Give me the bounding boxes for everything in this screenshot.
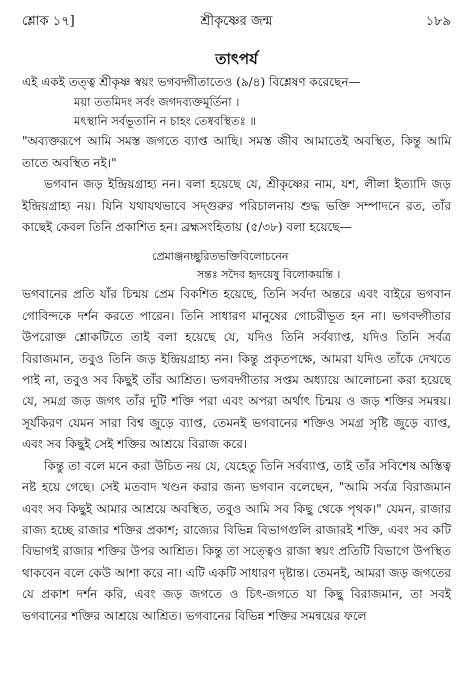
chapter-title: শ্রীকৃষ্ণের জন্ম — [200, 14, 273, 29]
page-number: ১৮৯ — [425, 14, 451, 29]
section-heading: তাৎপর্য — [215, 50, 258, 68]
brahma-samhita-verse — [22, 248, 451, 284]
verse-line: ময়া ততমিদং সর্বং জগদব্যক্তমূর্তিনা । — [74, 95, 240, 110]
page-body — [22, 72, 451, 627]
gita-verse — [22, 93, 451, 131]
verse-line: মৎস্থানি সর্বভূতানি ন চাহং তেষ্ববস্থিতঃ ॥ — [74, 114, 256, 129]
verse-translation: "অব্যক্তরূপে আমি সমস্ত জগতে ব্যাপ্ত আছি। সমস্ত জীব আমাতেই অবস্থিত, কিন্তু আমি তাতে অবস্থিত নই।" — [22, 134, 451, 170]
verse-reference: শ্লোক ১৭] — [22, 14, 75, 29]
verse-line: সন্তঃ সদৈব হৃদয়েষু বিলোকয়ন্তি । — [197, 268, 341, 282]
intro-line: এই একই তত্ত্ব শ্রীকৃষ্ণ স্বয়ং ভগবদ্গীতাতেও (৯/৪) বিশ্লেষণ করেছেন— — [22, 75, 361, 89]
paragraph: ভগবানের প্রতি যাঁর চিন্ময় প্রেম বিকশিত হয়েছে, তিনি সর্বদা অন্তরে এবং বাইরে ভগবান গোবিন্দকে দর্শন করতে পারেন। তিনি সাধারণ মানুষের গোচরীভূত হন না। ভগবদ্গীতার উপরোক্ত শ্লোকটিতে তাই বলা হয়েছে যে, যদিও তিনি সর্বব্যাপ্ত, যদিও তিনি সর্বত্র বিরাজমান, তবুও তিনি জড় ইন্দ্রিয়গ্রাহ্য নন। কিন্তু প্রকৃতপক্ষে, আমরা যদিও তাঁকে দেখতে পাই না, তবুও সব কিছুই তাঁর আশ্রিত। ভগবদ্গীতার সপ্তম অধ্যায়ে আলোচনা করা হয়েছে যে, সমগ্র জড় জগৎ তাঁর দুটি শক্তি পরা এবং অপরা অর্থাৎ চিন্ময় ও জড় শক্তির সমন্বয়। সূর্যকিরণ যেমন সারা বিশ্ব জুড়ে ব্যাপ্ত, তেমনই ভগবানের শক্তিও সমগ্র সৃষ্টি জুড়ে ব্যাপ্ত, এবং সব কিছুই সেই শক্তির আশ্রয়ে বিরাজ করে। — [22, 287, 451, 452]
verse-line: প্রেমাঞ্জনচ্ছুরিতভক্তিবিলোচনেন — [152, 250, 289, 264]
paragraph: কিন্তু তা বলে মনে করা উচিত নয় যে, যেহেতু তিনি সর্বব্যাপ্ত, তাই তাঁর সবিশেষ অস্তিত্ব নষ্ট হয়ে গেছে। সেই মতবাদ খণ্ডন করার জন্য ভগবান বলেছেন, "আমি সর্বত্র বিরাজমান এবং সব কিছুই আমার আশ্রয়ে অবস্থিত, তবুও আমি সব কিছু থেকে পৃথক।" যেমন, রাজার রাজ্য হচ্ছে রাজার শক্তির প্রকাশ; রাজ্যের বিভিন্ন বিভাগগুলি রাজারই শক্তি, এবং সব কটি বিভাগই রাজার শক্তির উপর আশ্রিত। কিন্তু তা সত্ত্বেও রাজা স্বয়ং প্রতিটি বিভাগে উপস্থিত থাকবেন বলে কেউ আশা করে না। এটি একটি সাধারণ দৃষ্টান্ত। তেমনই, আমরা জড় জগতের যে প্রকাশ দর্শন করি, এবং জড় জগতে ও চিৎ-জগতে যা কিছু বিরাজমান, তা সবই ভগবানের শক্তির আশ্রয়ে আশ্রিত। ভগবানের বিভিন্ন শক্তির সমন্বয়ের ফলে — [22, 458, 451, 623]
paragraph: ভগবান জড় ইন্দ্রিয়গ্রাহ্য নন। বলা হয়েছে যে, শ্রীকৃষ্ণের নাম, যশ, লীলা ইত্যাদি জড় ইন্দ্রিয়গ্রাহ্য নয়। যিনি যথাযথভাবে সদ্গুরুর পরিচালনায় শুদ্ধ ভক্তি সম্পাদনে রত, তাঁর কাছেই কেবল তিনি প্রকাশিত হন। ব্রহ্মসংহিতায় (৫/৩৮) বলা হয়েছে— — [22, 177, 451, 235]
page-header — [22, 12, 451, 34]
